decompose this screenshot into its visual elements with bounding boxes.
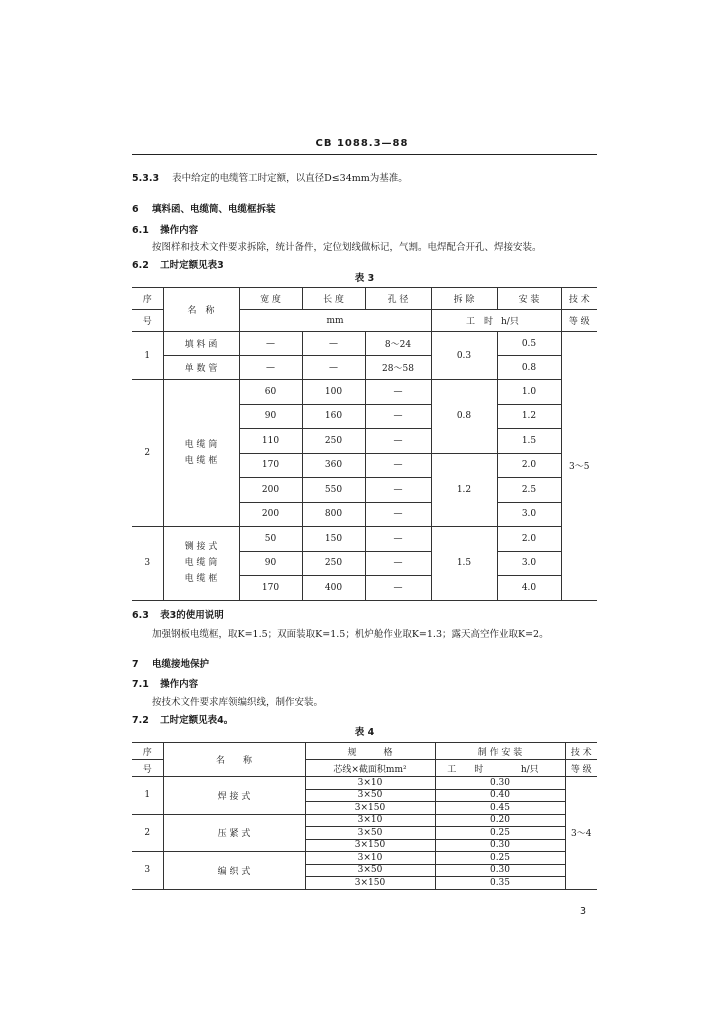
g3-name-2: 电 缆 筒 [184, 558, 218, 569]
t4-g2-r1-val: 0.20 [435, 814, 565, 827]
section-6-3-heading [132, 607, 224, 621]
g2-r2-length: 160 [302, 404, 365, 429]
th-grade-2: 等 级 [561, 310, 597, 332]
table-3 [132, 287, 597, 601]
g2-r2-install: 1.2 [497, 404, 561, 429]
section-title: 操作内容 [160, 225, 199, 236]
t4-th-work: 工 时 [435, 760, 495, 777]
g2-r5-hole: — [365, 478, 431, 503]
section-number: 6.3 [132, 610, 149, 621]
g2-r1-install: 1.0 [497, 380, 561, 405]
th-hole: 孔 径 [365, 288, 431, 310]
t4-g3-r2-spec: 3×50 [305, 864, 435, 877]
t4-th-spec-sub: 芯线×截面积mm² [305, 760, 435, 777]
t3-grade: 3～5 [561, 332, 597, 601]
th-name: 名 称 [163, 288, 239, 332]
g3-name-1: 铡 接 式 [184, 542, 218, 553]
t4-th-spec: 规 格 [305, 743, 435, 760]
t4-g2-name: 压 紧 式 [163, 814, 305, 852]
g2-name-2: 电 缆 框 [184, 456, 218, 466]
g1-r1-hole: 8～24 [365, 332, 431, 356]
g3-r1-length: 150 [302, 527, 365, 552]
t4-g1-r3-spec: 3×150 [305, 802, 435, 815]
g3-no: 3 [132, 527, 163, 601]
section-title: 表3的使用说明 [160, 610, 224, 621]
t4-g1-r3-val: 0.45 [435, 802, 565, 815]
t4-g2-no: 2 [132, 814, 163, 852]
t4-g1-r1-val: 0.30 [435, 777, 565, 790]
g2-name-1: 电 缆 筒 [184, 440, 218, 450]
g2-r3-hole: — [365, 429, 431, 454]
section-number: 6.2 [132, 260, 149, 271]
g1-r1-install: 0.5 [497, 332, 561, 356]
g2-r3-length: 250 [302, 429, 365, 454]
t4-g3-r1-spec: 3×10 [305, 852, 435, 865]
page-header: CB 1088.3—88 [315, 138, 409, 149]
t4-g3-r3-val: 0.35 [435, 877, 565, 890]
g2-r4-length: 360 [302, 453, 365, 478]
t4-th-no-1: 序 [132, 743, 163, 760]
section-number: 7.2 [132, 715, 149, 726]
t4-th-grade-2: 等 级 [565, 760, 597, 777]
th-unit: h/只 [497, 310, 561, 332]
g1-r1-width: — [239, 332, 302, 356]
section-number: 6 [132, 204, 139, 215]
para-5-3-3 [132, 170, 408, 184]
t4-grade: 3～4 [565, 777, 597, 890]
g2-r6-hole: — [365, 502, 431, 527]
t4-g3-r1-val: 0.25 [435, 852, 565, 865]
t4-g1-r2-spec: 3×50 [305, 789, 435, 802]
g2-dismantle-a: 0.8 [431, 380, 497, 454]
t4-g3-no: 3 [132, 852, 163, 890]
g3-r3-install: 4.0 [497, 576, 561, 601]
g3-r3-width: 170 [239, 576, 302, 601]
g2-r5-length: 550 [302, 478, 365, 503]
g3-r2-hole: — [365, 551, 431, 576]
header-rule [132, 154, 597, 155]
section-number: 7 [132, 659, 139, 670]
t4-th-unit: h/只 [495, 760, 565, 777]
g2-r3-width: 110 [239, 429, 302, 454]
t4-th-name: 名 称 [163, 743, 305, 777]
g1-name-2: 单 数 管 [163, 356, 239, 380]
section-6-2-heading [132, 257, 224, 271]
section-title: 操作内容 [160, 679, 199, 690]
table-4 [132, 742, 597, 890]
section-6-heading [132, 201, 275, 215]
g3-r1-hole: — [365, 527, 431, 552]
section-title: 电缆接地保护 [151, 659, 209, 670]
g3-name-3: 电 缆 框 [184, 574, 218, 585]
section-title: 填料函、电缆筒、电缆框拆装 [151, 204, 276, 215]
th-length: 长 度 [302, 288, 365, 310]
g2-r4-hole: — [365, 453, 431, 478]
g2-r4-install: 2.0 [497, 453, 561, 478]
g2-r3-install: 1.5 [497, 429, 561, 454]
g1-r2-install: 0.8 [497, 356, 561, 380]
g2-r6-width: 200 [239, 502, 302, 527]
t4-g1-r1-spec: 3×10 [305, 777, 435, 790]
g3-r1-install: 2.0 [497, 527, 561, 552]
g2-r1-hole: — [365, 380, 431, 405]
g2-no: 2 [132, 380, 163, 527]
t4-g2-r3-spec: 3×150 [305, 839, 435, 852]
section-number: 7.1 [132, 679, 149, 690]
g3-r2-install: 3.0 [497, 551, 561, 576]
g2-dismantle-b: 1.2 [431, 453, 497, 527]
table3-caption: 表 3 [354, 273, 375, 284]
th-width: 宽 度 [239, 288, 302, 310]
g3-r2-width: 90 [239, 551, 302, 576]
section-title: 工时定额见表4。 [160, 715, 234, 726]
t4-g3-r3-spec: 3×150 [305, 877, 435, 890]
t4-g2-r3-val: 0.30 [435, 839, 565, 852]
th-dismantle: 拆 除 [431, 288, 497, 310]
g3-r1-width: 50 [239, 527, 302, 552]
g1-r1-length: — [302, 332, 365, 356]
th-unit-mm: mm [239, 310, 431, 332]
g1-r2-length: — [302, 356, 365, 380]
g1-r2-hole: 28～58 [365, 356, 431, 380]
table4-caption: 表 4 [354, 727, 375, 738]
g3-dismantle: 1.5 [431, 527, 497, 601]
t4-g3-name: 编 织 式 [163, 852, 305, 890]
t4-g1-name: 焊 接 式 [163, 777, 305, 815]
para-text: 表中给定的电缆管工时定额，以直径D≤34mm为基准。 [172, 173, 408, 184]
g3-name [163, 527, 239, 601]
section-number: 5.3.3 [132, 173, 160, 184]
t4-th-grade-1: 技 术 [565, 743, 597, 760]
g2-r4-width: 170 [239, 453, 302, 478]
g1-no: 1 [132, 332, 163, 380]
t4-g2-r2-spec: 3×50 [305, 827, 435, 840]
g2-r5-width: 200 [239, 478, 302, 503]
t4-g1-r2-val: 0.40 [435, 789, 565, 802]
th-install: 安 装 [497, 288, 561, 310]
t4-th-make: 制 作 安 装 [435, 743, 565, 760]
g2-r1-width: 60 [239, 380, 302, 405]
th-grade-1: 技 术 [561, 288, 597, 310]
g2-r5-install: 2.5 [497, 478, 561, 503]
g3-r3-length: 400 [302, 576, 365, 601]
section-6-1-text: 按图样和技术文件要求拆除，统计备件，定位划线做标记，气割。电焊配合开孔、焊接安装。 [152, 242, 542, 253]
section-7-1-text: 按技术文件要求库领编织线，制作安装。 [152, 697, 324, 708]
g2-r2-width: 90 [239, 404, 302, 429]
th-work: 工 时 [431, 310, 497, 332]
g3-r2-length: 250 [302, 551, 365, 576]
t4-g2-r1-spec: 3×10 [305, 814, 435, 827]
g1-dismantle: 0.3 [431, 332, 497, 380]
section-7-1-heading [132, 676, 198, 690]
page-number: 3 [580, 906, 587, 917]
g1-r2-width: — [239, 356, 302, 380]
t4-th-no-2: 号 [132, 760, 163, 777]
g3-r3-hole: — [365, 576, 431, 601]
g2-name [163, 380, 239, 527]
t4-g3-r2-val: 0.30 [435, 864, 565, 877]
section-title: 工时定额见表3 [160, 260, 224, 271]
g1-name-1: 填 料 函 [163, 332, 239, 356]
g2-r6-install: 3.0 [497, 502, 561, 527]
section-7-heading [132, 656, 209, 670]
t4-g1-no: 1 [132, 777, 163, 815]
section-number: 6.1 [132, 225, 149, 236]
g2-r1-length: 100 [302, 380, 365, 405]
t4-g2-r2-val: 0.25 [435, 827, 565, 840]
g2-r6-length: 800 [302, 502, 365, 527]
g2-r2-hole: — [365, 404, 431, 429]
th-no-2: 号 [132, 310, 163, 332]
th-no-1: 序 [132, 288, 163, 310]
section-6-3-text: 加强钢板电缆框，取K=1.5；双面装取K=1.5；机炉舱作业取K=1.3；露天高空作业取K=2。 [152, 629, 549, 640]
section-6-1-heading [132, 222, 198, 236]
